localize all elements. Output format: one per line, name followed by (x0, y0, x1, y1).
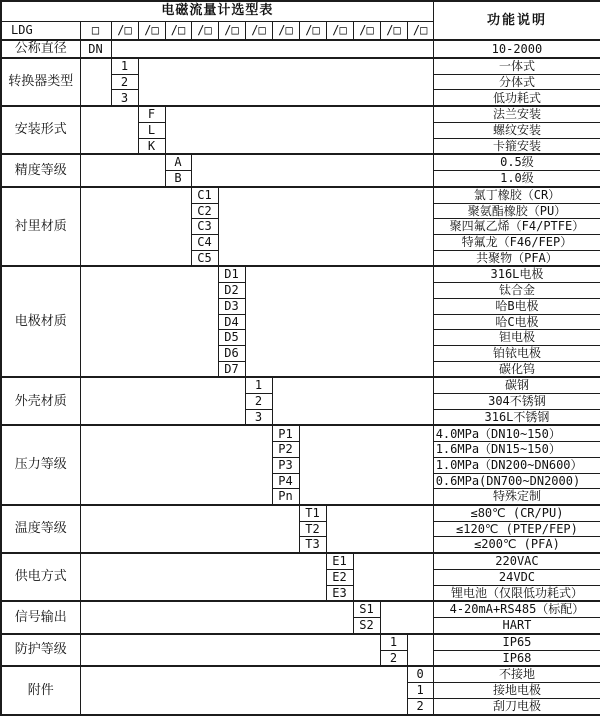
category-label: 衬里材质 (1, 187, 80, 267)
function-description-cell: 铂铱电极 (433, 345, 600, 361)
spacer-cell-right (191, 154, 433, 187)
model-slash-box-cell: /□ (165, 21, 191, 40)
spacer-cell-left (80, 154, 165, 187)
function-description-cell: 卡箍安装 (433, 138, 600, 154)
spacer-cell-right (353, 553, 433, 601)
model-slash-box-cell: /□ (272, 21, 299, 40)
spacer-cell-left (80, 634, 380, 667)
option-code-cell: 2 (380, 650, 407, 666)
function-description-cell: 哈B电极 (433, 298, 600, 314)
spacer-cell-left (80, 187, 191, 267)
category-label: 附件 (1, 666, 80, 715)
spacer-cell-right (380, 601, 433, 634)
function-description-cell: IP65 (433, 634, 600, 650)
spacer-cell-left (80, 666, 407, 715)
table-row (1, 505, 600, 521)
spacer-cell-left (80, 601, 353, 634)
spacer-cell-left (80, 505, 299, 553)
option-code-cell: C3 (191, 219, 218, 235)
function-description-cell: 接地电极 (433, 683, 600, 699)
option-code-cell: T2 (299, 521, 326, 537)
model-slash-box-cell: /□ (245, 21, 272, 40)
option-code-cell: D3 (218, 298, 245, 314)
function-description-cell: 法兰安装 (433, 106, 600, 122)
option-code-cell: E3 (326, 585, 353, 601)
function-description-header: 功能说明 (433, 1, 600, 40)
spacer-cell-right (218, 187, 433, 267)
option-code-cell: T1 (299, 505, 326, 521)
spacer-cell-right (165, 106, 433, 154)
option-code-cell: K (138, 138, 165, 154)
table-row (1, 634, 600, 650)
function-description-cell: 聚四氟乙烯（F4/PTFE） (433, 219, 600, 235)
model-slash-box-cell: /□ (299, 21, 326, 40)
option-code-cell: 2 (111, 74, 138, 90)
option-code-cell: Pn (272, 489, 299, 505)
option-code-cell: F (138, 106, 165, 122)
function-description-cell: HART (433, 618, 600, 634)
option-code-cell: C4 (191, 234, 218, 250)
table-row (1, 601, 600, 617)
table-row (1, 187, 600, 203)
option-code-cell: C2 (191, 203, 218, 219)
function-description-cell: 0.6MPa(DN700~DN2000) (433, 473, 600, 489)
table-row (1, 666, 600, 682)
spacer-cell-left (80, 58, 111, 106)
option-code-cell: DN (80, 40, 111, 58)
option-code-cell: A (165, 154, 191, 170)
model-slash-box-cell: /□ (138, 21, 165, 40)
function-description-cell: 刮刀电极 (433, 698, 600, 715)
option-code-cell: P1 (272, 425, 299, 441)
option-code-cell: D7 (218, 361, 245, 377)
category-label: 防护等级 (1, 634, 80, 667)
function-description-cell: 低功耗式 (433, 90, 600, 106)
model-slash-box-cell: /□ (380, 21, 407, 40)
function-description-cell: 氯丁橡胶（CR） (433, 187, 600, 203)
option-code-cell: 3 (245, 409, 272, 425)
function-description-cell: 碳化钨 (433, 361, 600, 377)
function-description-cell: IP68 (433, 650, 600, 666)
function-description-cell: 聚氨酯橡胶（PU） (433, 203, 600, 219)
function-description-cell: 钽电极 (433, 330, 600, 346)
spacer-cell-right (407, 634, 433, 667)
function-description-cell: 0.5级 (433, 154, 600, 170)
option-code-cell: D1 (218, 266, 245, 282)
function-description-cell: 24VDC (433, 569, 600, 585)
category-label: 公称直径 (1, 40, 80, 58)
category-label: 压力等级 (1, 425, 80, 505)
table-row (1, 425, 600, 441)
spacer-cell-left (80, 106, 138, 154)
option-code-cell: P2 (272, 442, 299, 458)
option-code-cell: D4 (218, 314, 245, 330)
model-code-label: LDG (1, 21, 80, 40)
function-description-cell: 碳钢 (433, 377, 600, 393)
model-slash-box-cell: /□ (407, 21, 433, 40)
function-description-cell: 不接地 (433, 666, 600, 682)
function-description-cell: 10-2000 (433, 40, 600, 58)
spacer-cell-right (138, 58, 433, 106)
function-description-cell: 特殊定制 (433, 489, 600, 505)
category-label: 转换器类型 (1, 58, 80, 106)
option-code-cell: 2 (245, 394, 272, 410)
function-description-cell: ≤120℃ (PTEP/FEP) (433, 521, 600, 537)
category-label: 安装形式 (1, 106, 80, 154)
function-description-cell: 304不锈钢 (433, 394, 600, 410)
function-description-cell: 分体式 (433, 74, 600, 90)
option-code-cell: 0 (407, 666, 433, 682)
category-label: 精度等级 (1, 154, 80, 187)
table-row (1, 553, 600, 569)
function-description-cell: 1.0MPa（DN200~DN600） (433, 457, 600, 473)
option-code-cell: E2 (326, 569, 353, 585)
table-row (1, 266, 600, 282)
option-code-cell: L (138, 122, 165, 138)
model-slash-box-cell: /□ (218, 21, 245, 40)
table-row (1, 40, 600, 58)
option-code-cell: 1 (111, 58, 138, 74)
function-description-cell: 螺纹安装 (433, 122, 600, 138)
option-code-cell: D2 (218, 283, 245, 299)
model-slash-box-cell: /□ (111, 21, 138, 40)
option-code-cell: C5 (191, 250, 218, 266)
function-description-cell: 1.6MPa（DN15~150） (433, 442, 600, 458)
function-description-cell: ≤80℃ (CR/PU) (433, 505, 600, 521)
function-description-cell: 4.0MPa（DN10~150） (433, 425, 600, 441)
function-description-cell: 哈C电极 (433, 314, 600, 330)
spacer-cell-left (80, 425, 272, 505)
option-code-cell: D6 (218, 345, 245, 361)
option-code-cell: E1 (326, 553, 353, 569)
page-title: 电磁流量计选型表 (1, 1, 433, 21)
option-code-cell: 2 (407, 698, 433, 715)
option-code-cell: 1 (245, 377, 272, 393)
spacer-cell-left (80, 377, 245, 425)
option-code-cell: P3 (272, 457, 299, 473)
function-description-cell: ≤200℃ (PFA) (433, 537, 600, 553)
function-description-cell: 钛合金 (433, 283, 600, 299)
category-label: 信号输出 (1, 601, 80, 634)
spacer-cell-right (299, 425, 433, 505)
category-label: 供电方式 (1, 553, 80, 601)
spacer-cell-right (245, 266, 433, 377)
function-description-cell: 1.0级 (433, 171, 600, 187)
function-description-cell: 共聚物（PFA） (433, 250, 600, 266)
option-code-cell: P4 (272, 473, 299, 489)
title-row (1, 1, 600, 21)
category-label: 电极材质 (1, 266, 80, 377)
option-code-cell: T3 (299, 537, 326, 553)
option-code-cell: S2 (353, 618, 380, 634)
table-row (1, 58, 600, 74)
function-description-cell: 220VAC (433, 553, 600, 569)
function-description-cell: 316L电极 (433, 266, 600, 282)
model-slash-box-cell: /□ (191, 21, 218, 40)
option-code-cell: 1 (407, 683, 433, 699)
option-code-cell: B (165, 171, 191, 187)
function-description-cell: 316L不锈钢 (433, 409, 600, 425)
table-row (1, 106, 600, 122)
model-slash-box-cell: /□ (353, 21, 380, 40)
option-code-cell: S1 (353, 601, 380, 617)
table-row (1, 154, 600, 170)
option-code-cell: 3 (111, 90, 138, 106)
spacer-cell-right (111, 40, 433, 58)
spacer-cell-left (80, 266, 218, 377)
category-label: 温度等级 (1, 505, 80, 553)
option-code-cell: D5 (218, 330, 245, 346)
option-code-cell: C1 (191, 187, 218, 203)
table-row (1, 377, 600, 393)
model-box-cell: □ (80, 21, 111, 40)
spacer-cell-left (80, 553, 326, 601)
function-description-cell: 4-20mA+RS485（标配） (433, 601, 600, 617)
category-label: 外壳材质 (1, 377, 80, 425)
function-description-cell: 锂电池（仅限低功耗式） (433, 585, 600, 601)
option-code-cell: 1 (380, 634, 407, 650)
model-slash-box-cell: /□ (326, 21, 353, 40)
function-description-cell: 一体式 (433, 58, 600, 74)
spacer-cell-right (272, 377, 433, 425)
function-description-cell: 特氟龙（F46/FEP） (433, 234, 600, 250)
spacer-cell-right (326, 505, 433, 553)
